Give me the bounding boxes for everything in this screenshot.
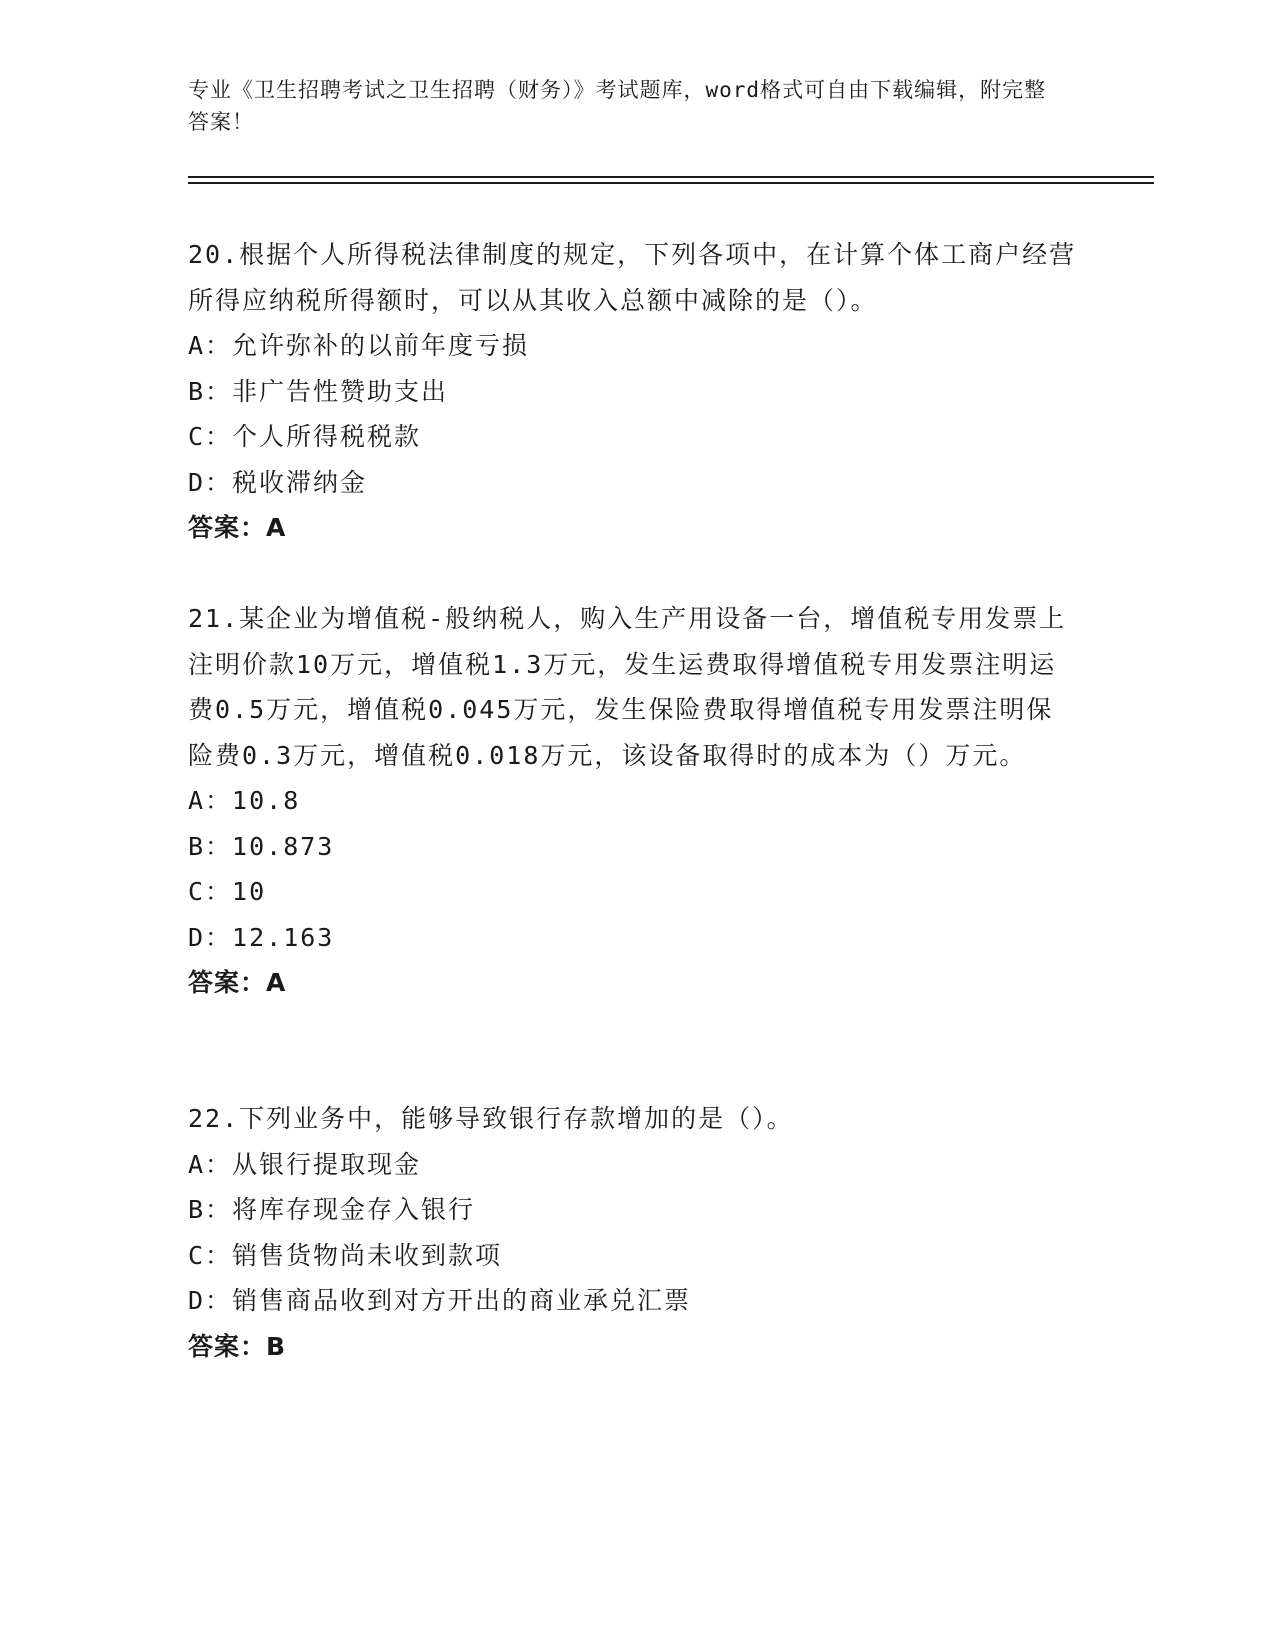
document-header: 专业《卫生招聘考试之卫生招聘（财务）》考试题库，word格式可自由下载编辑，附完整答案！ — [188, 78, 1047, 134]
option-b: B：将库存现金存入银行 — [188, 1195, 476, 1224]
header-divider-top — [188, 176, 1154, 178]
question-stem: 21.某企业为增值税-般纳税人，购入生产用设备一台，增值税专用发票上注明价款10万元，增值税1.3万元，发生运费取得增值税专用发票注明运费0.5万元，增值税0.045万元，发生保险费取得增值税专用发票注明保险费0.3万元，增值税0.018万元，该设备取得时的成本为（）万元。 — [188, 604, 1067, 770]
option-c: C：个人所得税税款 — [188, 422, 422, 451]
option-b: B：10.873 — [188, 831, 335, 861]
option-c: C：10 — [188, 877, 267, 906]
question-22 — [188, 1096, 1078, 1369]
option-b: B：非广告性赞助支出 — [188, 376, 449, 406]
option-a: A：从银行提取现金 — [188, 1149, 422, 1179]
question-stem: 22.下列业务中，能够导致银行存款增加的是（）。 — [188, 1104, 794, 1133]
question-20 — [188, 232, 1078, 551]
option-d: D：12.163 — [188, 922, 335, 952]
question-stem: 20.根据个人所得税法律制度的规定，下列各项中，在计算个体工商户经营所得应纳税所得额时，可以从其收入总额中减除的是（）。 — [188, 240, 1077, 315]
answer: 答案：B — [188, 1331, 287, 1361]
answer: 答案：A — [188, 513, 287, 542]
answer: 答案：A — [188, 968, 287, 997]
option-a: A：10.8 — [188, 786, 301, 815]
option-c: C：销售货物尚未收到款项 — [188, 1240, 503, 1270]
header-divider-bottom — [188, 182, 1154, 184]
question-21 — [188, 596, 1078, 1006]
option-d: D：销售商品收到对方开出的商业承兑汇票 — [188, 1286, 692, 1315]
option-d: D：税收滞纳金 — [188, 467, 368, 497]
option-a: A：允许弥补的以前年度亏损 — [188, 331, 530, 360]
